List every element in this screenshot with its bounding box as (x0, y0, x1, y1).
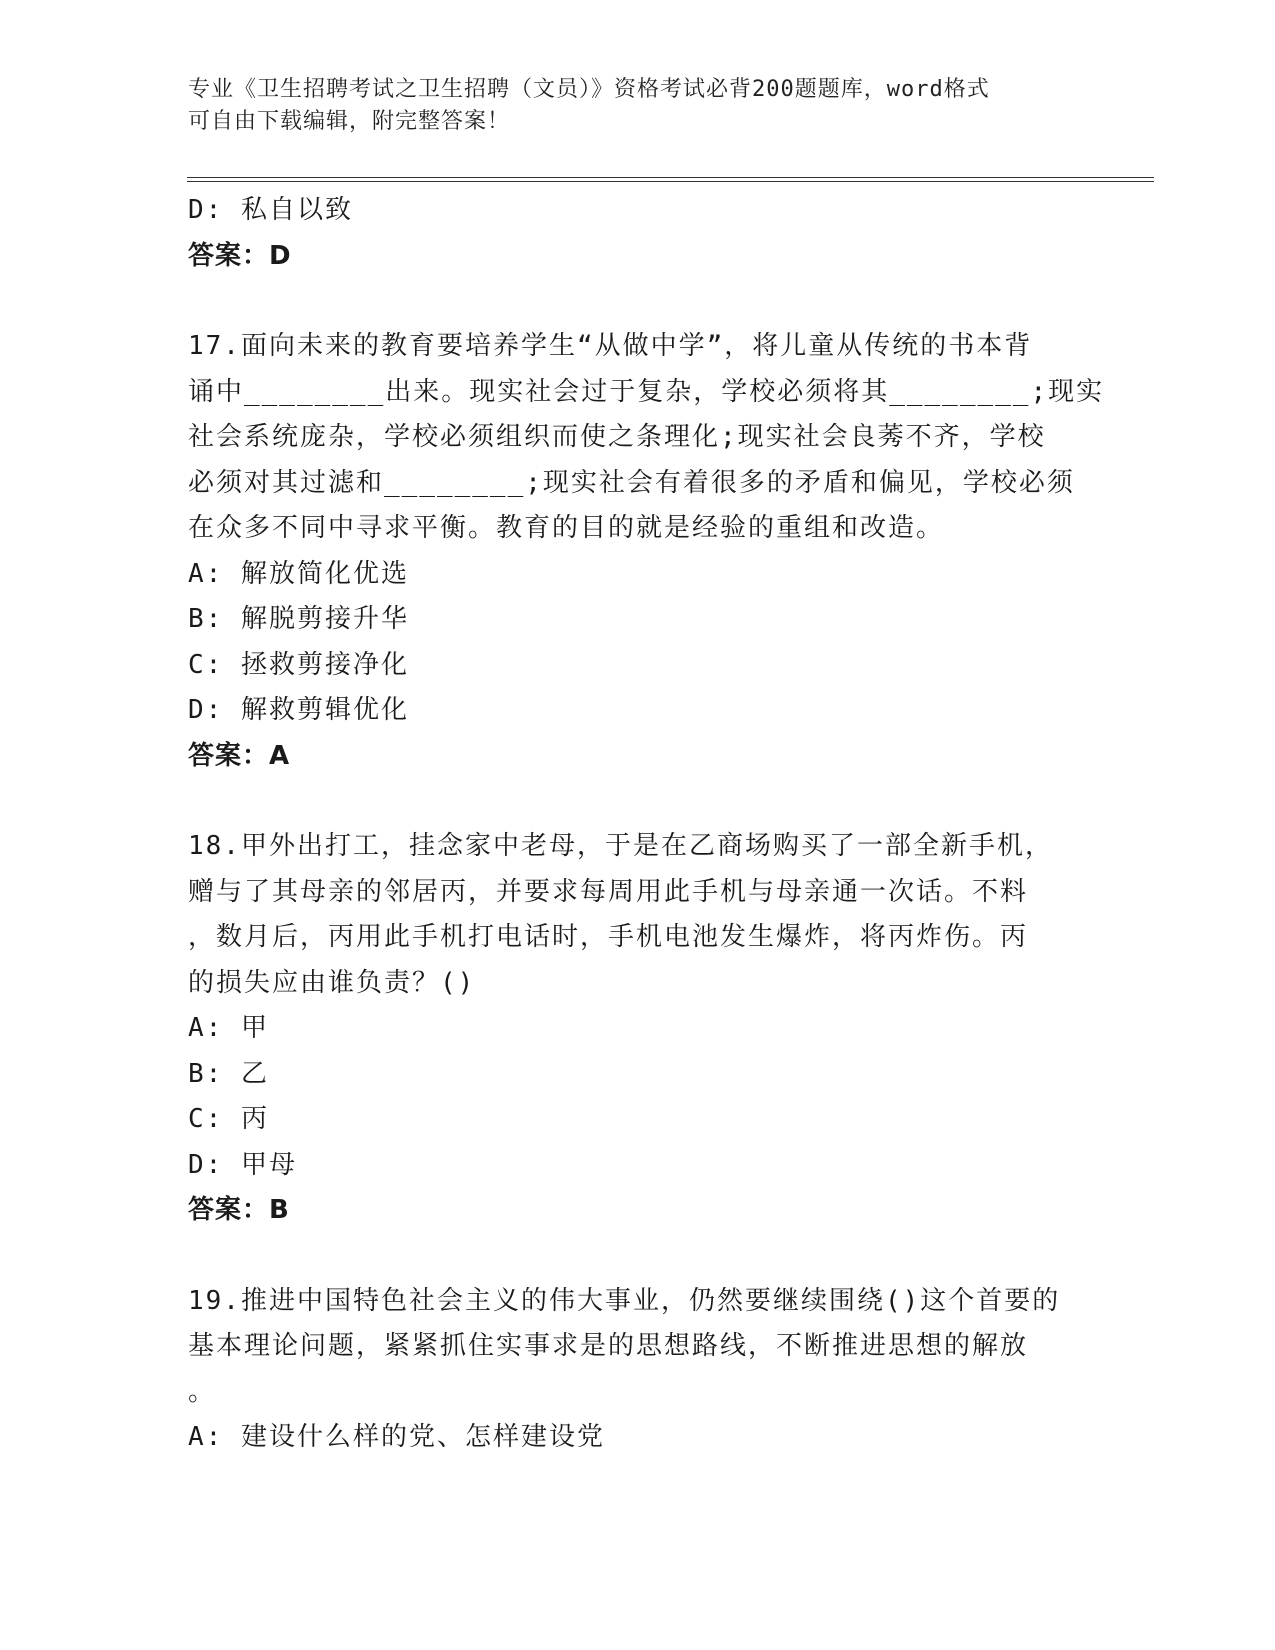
q17-text-line: 社会系统庞杂，学校必须组织而使之条理化;现实社会良莠不齐，学校 (188, 422, 1046, 452)
q17-option-a: A: 解放简化优选 (188, 558, 409, 589)
q18-option-a: A: 甲 (188, 1013, 269, 1043)
prev-option-d: D: 私自以致 (188, 195, 353, 225)
q18-answer: 答案：B (188, 1195, 290, 1225)
prev-answer: 答案：D (188, 240, 292, 271)
q19-text-line: 19.推进中国特色社会主义的伟大事业，仍然要继续围绕()这个首要的 (188, 1285, 1061, 1316)
spacer (188, 1234, 1068, 1279)
document-body (188, 188, 1105, 1461)
q18-option-c: C: 丙 (188, 1104, 269, 1134)
q17-answer: 答案：A (188, 740, 291, 771)
q17-text-line: 必须对其过滤和________;现实社会有着很多的矛盾和偏见，学校必须 (188, 467, 1075, 498)
question-18 (188, 824, 1068, 1234)
q18-option-d: D: 甲母 (188, 1149, 297, 1180)
q18-text-line: ，数月后，丙用此手机打电话时，手机电池发生爆炸，将丙炸伤。丙 (188, 922, 1029, 952)
q17-text-line: 在众多不同中寻求平衡。教育的目的就是经验的重组和改造。 (188, 513, 945, 543)
q19-text-line: 。 (188, 1376, 217, 1407)
header-line-1: 专业《卫生招聘考试之卫生招聘（文员）》资格考试必背200题题库，word格式 (188, 77, 990, 102)
q18-option-b: B: 乙 (188, 1058, 269, 1089)
q17-text-line: 诵中________出来。现实社会过于复杂，学校必须将其________;现实 (188, 376, 1105, 407)
q18-text-line: 的损失应由谁负责？() (188, 967, 476, 998)
q17-text-line: 17.面向未来的教育要培养学生“从做中学”，将儿童从传统的书本背 (188, 331, 1033, 361)
header-line-2: 可自由下载编辑，附完整答案！ (188, 109, 511, 134)
q17-option-d: D: 解救剪辑优化 (188, 695, 409, 725)
spacer (188, 779, 1068, 824)
header-divider (187, 177, 1154, 182)
q19-option-a: A: 建设什么样的党、怎样建设党 (188, 1422, 605, 1452)
q18-text-line: 赠与了其母亲的邻居丙，并要求每周用此手机与母亲通一次话。不料 (188, 876, 1029, 907)
document-header (188, 74, 1088, 138)
spacer (188, 279, 1068, 324)
question-19 (188, 1279, 1068, 1461)
question-17 (188, 324, 1105, 779)
q19-text-line: 基本理论问题，紧紧抓住实事求是的思想路线，不断推进思想的解放 (188, 1331, 1029, 1361)
q17-option-b: B: 解脱剪接升华 (188, 604, 409, 634)
q17-option-c: C: 拯救剪接净化 (188, 649, 409, 680)
q18-text-line: 18.甲外出打工，挂念家中老母，于是在乙商场购买了一部全新手机， (188, 831, 1053, 861)
